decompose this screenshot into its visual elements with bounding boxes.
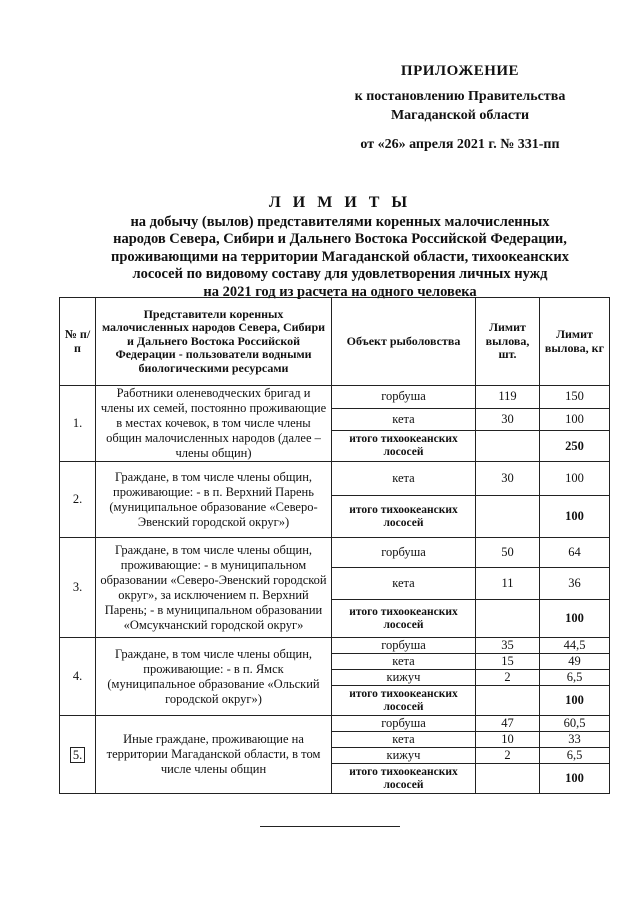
footer-divider <box>260 826 400 827</box>
cell-pcs: 11 <box>476 568 540 600</box>
group-4-desc: Граждане, в том числе члены общин, проживающие: - в п. Ямск (муниципальное образование «Ольский городской округ») <box>96 638 332 716</box>
header-limit-kg: Лимит вылова, кг <box>540 298 610 386</box>
cell-kg-total: 100 <box>540 600 610 638</box>
cell-kg: 100 <box>540 408 610 431</box>
cell-kg-total: 100 <box>540 686 610 716</box>
cell-kg: 44,5 <box>540 638 610 654</box>
table-row <box>60 462 610 496</box>
header-group: Представители коренных малочисленных народов Севера, Сибири и Дальнего Востока Российской Федерации - пользователи водными биологическими ресурсами <box>96 298 332 386</box>
cell-kg: 36 <box>540 568 610 600</box>
cell-object-total: итого тихоокеанских лососей <box>332 686 476 716</box>
cell-object: горбуша <box>332 716 476 732</box>
cell-kg: 150 <box>540 386 610 409</box>
appendix-title: ПРИЛОЖЕНИЕ <box>400 63 520 79</box>
group-2-desc: Граждане, в том числе члены общин, проживающие: - в п. Верхний Парень (муниципальное образование «Северо-Эвенский городской округ») <box>96 462 332 538</box>
cell-object-total: итого тихоокеанских лососей <box>332 600 476 638</box>
cell-object: кета <box>332 568 476 600</box>
group-3-desc: Граждане, в том числе члены общин, проживающие: - в муниципальном образовании «Северо-Эвенский городской округ», за исключением п. Верхний Парень; - в муниципальном образовании «Омсукчанский городской округ» <box>96 538 332 638</box>
cell-pcs: 50 <box>476 538 540 568</box>
cell-kg: 6,5 <box>540 670 610 686</box>
limits-table <box>59 297 610 794</box>
cell-kg: 6,5 <box>540 748 610 764</box>
cell-kg-total: 100 <box>540 764 610 794</box>
header-object: Объект рыболовства <box>332 298 476 386</box>
document-header <box>330 62 590 154</box>
cell-object: кета <box>332 462 476 496</box>
cell-object-total: итого тихоокеанских лососей <box>332 431 476 462</box>
table-header-row <box>60 298 610 386</box>
group-3-num: 3. <box>60 538 96 638</box>
title-line-1: на добычу (вылов) представителями коренных малочисленных <box>130 213 550 230</box>
group-1-desc: Работники оленеводческих бригад и члены их семей, постоянно проживающие в местах кочевок, в том числе члены общин малочисленных народов (далее – члены общин) <box>96 386 332 462</box>
header-line-1: к постановлению Правительства <box>354 89 566 104</box>
cell-object: кижуч <box>332 748 476 764</box>
cell-pcs <box>476 496 540 538</box>
cell-object: горбуша <box>332 538 476 568</box>
group-4-num: 4. <box>60 638 96 716</box>
cell-kg-total: 250 <box>540 431 610 462</box>
cell-object: кета <box>332 732 476 748</box>
title-line-3: проживающими на территории Магаданской области, тихоокеанских <box>111 248 569 265</box>
title-line-5: на 2021 год из расчета на одного человека <box>203 283 477 300</box>
cell-pcs: 119 <box>476 386 540 409</box>
cell-kg: 49 <box>540 654 610 670</box>
title-line-2: народов Севера, Сибири и Дальнего Востока Российской Федерации, <box>113 231 567 247</box>
cell-pcs: 15 <box>476 654 540 670</box>
cell-object: кижуч <box>332 670 476 686</box>
table-row <box>60 638 610 654</box>
cell-object: горбуша <box>332 386 476 409</box>
cell-pcs <box>476 600 540 638</box>
title-line-4: лососей по видовому составу для удовлетворения личных нужд <box>132 266 548 282</box>
cell-pcs: 10 <box>476 732 540 748</box>
cell-object: кета <box>332 654 476 670</box>
group-5-num <box>60 716 96 794</box>
cell-pcs <box>476 431 540 462</box>
header-date-line: от «26» апреля 2021 г. № 331-пп <box>360 137 560 152</box>
group-5-num-text: 5. <box>70 747 85 763</box>
cell-pcs <box>476 764 540 794</box>
cell-pcs <box>476 686 540 716</box>
cell-object-total: итого тихоокеанских лососей <box>332 496 476 538</box>
cell-pcs: 35 <box>476 638 540 654</box>
cell-kg: 33 <box>540 732 610 748</box>
cell-pcs: 30 <box>476 408 540 431</box>
cell-pcs: 2 <box>476 670 540 686</box>
table-row <box>60 538 610 568</box>
cell-kg-total: 100 <box>540 496 610 538</box>
header-limit-pcs: Лимит вылова, шт. <box>476 298 540 386</box>
table-row <box>60 386 610 409</box>
group-1-num: 1. <box>60 386 96 462</box>
header-num: № п/п <box>60 298 96 386</box>
cell-kg: 64 <box>540 538 610 568</box>
group-5-desc: Иные граждане, проживающие на территории Магаданской области, в том числе члены общин <box>96 716 332 794</box>
title-main: Л И М И Т Ы <box>268 194 412 211</box>
cell-kg: 60,5 <box>540 716 610 732</box>
cell-pcs: 30 <box>476 462 540 496</box>
table-row <box>60 716 610 732</box>
cell-object: горбуша <box>332 638 476 654</box>
cell-object: кета <box>332 408 476 431</box>
cell-kg: 100 <box>540 462 610 496</box>
cell-pcs: 47 <box>476 716 540 732</box>
group-2-num: 2. <box>60 462 96 538</box>
header-line-2: Магаданской области <box>390 108 530 123</box>
document-title <box>70 194 610 301</box>
cell-object-total: итого тихоокеанских лососей <box>332 764 476 794</box>
cell-pcs: 2 <box>476 748 540 764</box>
